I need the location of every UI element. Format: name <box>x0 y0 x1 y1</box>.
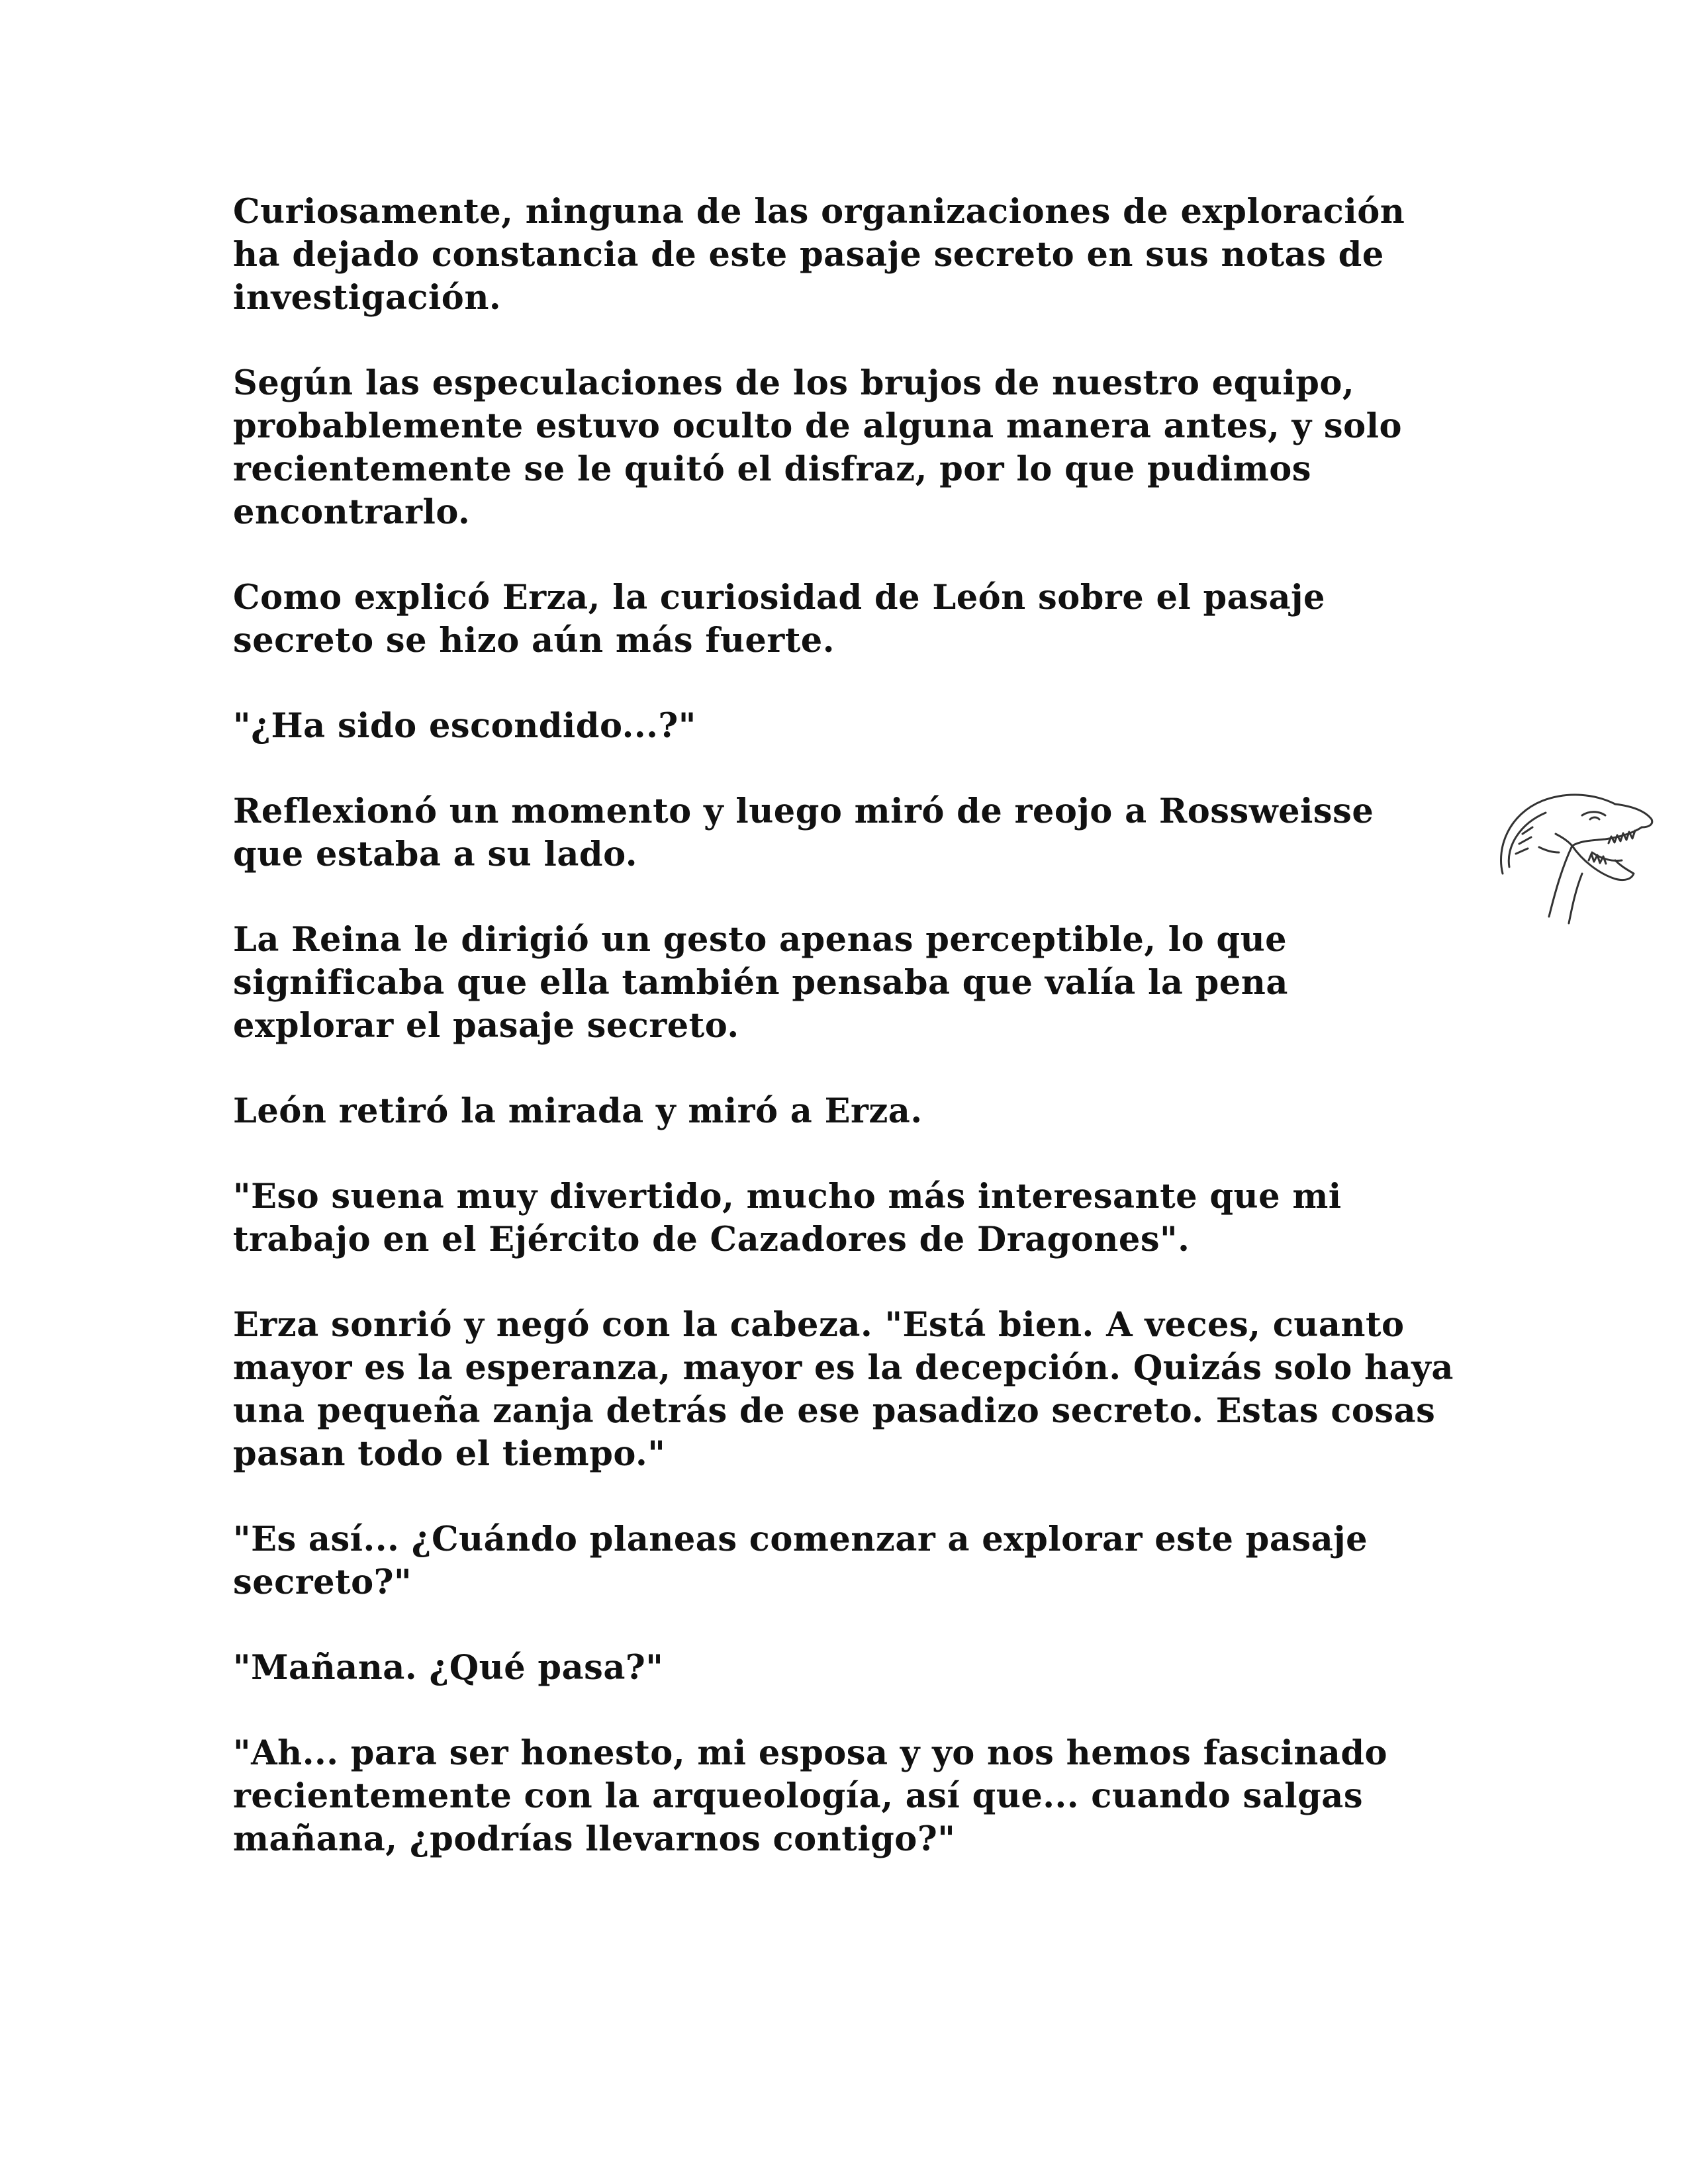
paragraph-6: La Reina le dirigió un gesto apenas perceptible, lo que significaba que ella también pensaba que valía la pena explorar el pasaje secreto. <box>233 920 1288 1046</box>
paragraph-11: "Mañana. ¿Qué pasa?" <box>233 1648 664 1688</box>
paragraph-12: "Ah... para ser honesto, mi esposa y yo nos hemos fascinado recientemente con la arqueología, así que... cuando salgas mañana, ¿podrías llevarnos contigo?" <box>233 1733 1388 1859</box>
paragraph-9: Erza sonrió y negó con la cabeza. "Está bien. A veces, cuanto mayor es la esperanza, mayor es la decepción. Quizás solo haya una pequeña zanja detrás de ese pasadizo secreto. Estas cosas pasan todo el tiempo." <box>233 1305 1454 1474</box>
dragon-head-sketch-icon <box>1483 774 1668 927</box>
paragraph-2: Según las especulaciones de los brujos de nuestro equipo, probablemente estuvo oculto de alguna manera antes, y solo recientemente se le quitó el disfraz, por lo que pudimos encontrarlo. <box>233 363 1403 532</box>
paragraph-5: Reflexionó un momento y luego miró de reojo a Rossweisse que estaba a su lado. <box>233 792 1374 874</box>
body-text <box>233 191 1477 1903</box>
paragraph-10: "Es así... ¿Cuándo planeas comenzar a explorar este pasaje secreto?" <box>233 1520 1368 1602</box>
paragraph-3: Como explicó Erza, la curiosidad de León sobre el pasaje secreto se hizo aún más fuerte. <box>233 578 1325 660</box>
paragraph-8: "Eso suena muy divertido, mucho más interesante que mi trabajo en el Ejército de Cazadores de Dragones". <box>233 1177 1342 1259</box>
paragraph-1: Curiosamente, ninguna de las organizaciones de exploración ha dejado constancia de este pasaje secreto en sus notas de investigación. <box>233 192 1405 318</box>
paragraph-4: "¿Ha sido escondido...?" <box>233 706 696 746</box>
paragraph-7: León retiró la mirada y miró a Erza. <box>233 1091 923 1131</box>
